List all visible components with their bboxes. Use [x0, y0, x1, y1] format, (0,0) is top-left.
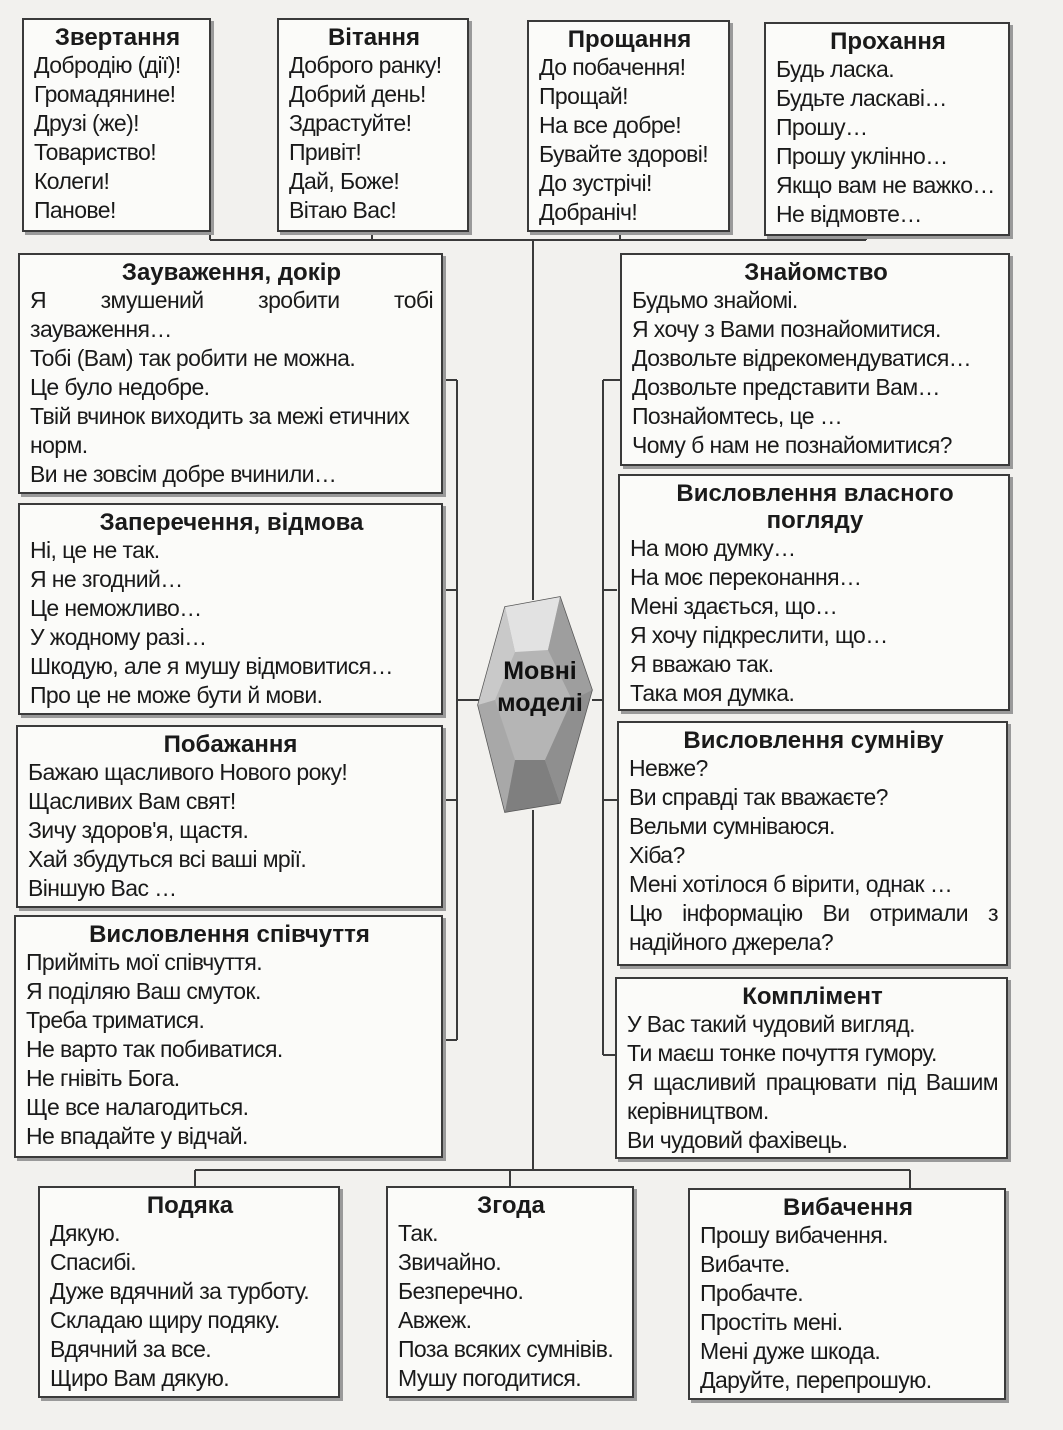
- list-item: Мені здається, що…: [630, 593, 838, 619]
- list-item: Дозвольте відрекомендуватися…: [632, 345, 972, 371]
- list-item: Ви не зовсім добре вчинили…: [30, 461, 337, 487]
- box-title: Прощання: [567, 26, 692, 53]
- list-item: Ви справді так вважаєте?: [629, 784, 888, 810]
- list-item: Не варто так побиватися.: [26, 1036, 283, 1062]
- box-znayomstvo: [620, 253, 1010, 466]
- list-item: Не впадайте у відчай.: [26, 1123, 248, 1149]
- list-item: Пробачте.: [700, 1280, 804, 1306]
- box-title: Звертання: [54, 24, 181, 51]
- box-title: Висловлення власного погляду: [676, 480, 954, 534]
- center-title-line-1: Мовні: [503, 657, 577, 685]
- box-title: Прохання: [830, 28, 946, 55]
- box-pobazhannya: [16, 725, 443, 908]
- list-item: Ти маєш тонке почуття гумору.: [627, 1040, 937, 1066]
- list-item: Невже?: [629, 755, 708, 781]
- list-item: Мені дуже шкода.: [700, 1338, 881, 1364]
- list-item: Щасливих Вам свят!: [28, 788, 236, 814]
- list-item: Віншую Вас …: [28, 875, 177, 901]
- list-item: До побачення!: [539, 54, 686, 80]
- list-item: Вдячний за все.: [50, 1336, 212, 1362]
- list-item: Я щасливий працювати під Вашим керівництвом.: [627, 1069, 998, 1124]
- list-item: Якщо вам не важко…: [776, 172, 995, 198]
- box-zaperechennya: [18, 503, 443, 715]
- list-item: Будьте ласкаві…: [776, 85, 947, 111]
- list-item: Шкодую, але я мушу відмовитися…: [30, 653, 393, 679]
- list-item: Познайомтесь, це …: [632, 403, 843, 429]
- list-item: Не відмовте…: [776, 201, 922, 227]
- list-item: Я змушений зробити тобі зауваження…: [30, 287, 433, 342]
- list-item: Прошу уклінно…: [776, 143, 948, 169]
- list-item: Цю інформацію Ви отримали з надійного джерела?: [629, 900, 998, 955]
- box-vitannya: [277, 18, 469, 232]
- list-item: Звичайно.: [398, 1249, 502, 1275]
- list-item: Зичу здоров'я, щастя.: [28, 817, 249, 843]
- list-item: Хіба?: [629, 842, 685, 868]
- list-item: Друзі (же)!: [34, 110, 139, 136]
- list-item: Мушу погодитися.: [398, 1365, 582, 1391]
- list-item: Я не згодний…: [30, 566, 183, 592]
- list-item: Не гнівіть Бога.: [26, 1065, 180, 1091]
- center-title: [485, 655, 595, 719]
- list-item: Прошу…: [776, 114, 868, 140]
- list-item: Тобі (Вам) так робити не можна.: [30, 345, 356, 371]
- list-item: Треба триматися.: [26, 1007, 205, 1033]
- list-item: Твій вчинок виходить за межі етичних норм.: [30, 403, 410, 458]
- list-item: Вельми сумніваюся.: [629, 813, 835, 839]
- list-item: До зустрічі!: [539, 170, 652, 196]
- list-item: Дуже вдячний за турботу.: [50, 1278, 310, 1304]
- list-item: Спасибі.: [50, 1249, 137, 1275]
- list-item: Про це не може бути й мови.: [30, 682, 323, 708]
- list-item: На все добре!: [539, 112, 681, 138]
- box-sumniv: [617, 721, 1008, 966]
- list-item: Привіт!: [289, 139, 362, 165]
- box-zauvazhennya: [18, 253, 443, 494]
- list-item: Вибачте.: [700, 1251, 790, 1277]
- list-item: Дай, Боже!: [289, 168, 400, 194]
- list-item: Добраніч!: [539, 199, 638, 225]
- list-item: Авжеж.: [398, 1307, 472, 1333]
- box-spivchuttya: [14, 915, 443, 1158]
- list-item: Щиро Вам дякую.: [50, 1365, 230, 1391]
- list-item: Добродію (дії)!: [34, 52, 181, 78]
- list-item: Прийміть мої співчуття.: [26, 949, 263, 975]
- list-item: Ще все налагодиться.: [26, 1094, 249, 1120]
- list-item: Я хочу підкреслити, що…: [630, 622, 888, 648]
- list-item: Панове!: [34, 197, 116, 223]
- box-proshchannya: [527, 20, 730, 232]
- list-item: Я поділяю Ваш смуток.: [26, 978, 261, 1004]
- list-item: Будьмо знайомі.: [632, 287, 798, 313]
- list-item: Бажаю щасливого Нового року!: [28, 759, 348, 785]
- box-vybachennya: [688, 1188, 1006, 1400]
- box-title: Зауваження, докір: [121, 259, 342, 286]
- list-item: Так.: [398, 1220, 438, 1246]
- list-item: Така моя думка.: [630, 680, 795, 706]
- list-item: Я хочу з Вами познайомитися.: [632, 316, 941, 342]
- box-title: Згода: [477, 1192, 545, 1219]
- box-pohlyad: [618, 474, 1010, 711]
- list-item: Я вважаю так.: [630, 651, 774, 677]
- list-item: Ні, це не так.: [30, 537, 160, 563]
- box-zghoda: [386, 1186, 634, 1398]
- box-title: Висловлення сумніву: [683, 727, 944, 754]
- list-item: На мою думку…: [630, 535, 796, 561]
- box-title: Комплімент: [742, 983, 883, 1010]
- box-zvertannya: [22, 18, 211, 232]
- list-item: Складаю щиру подяку.: [50, 1307, 280, 1333]
- list-item: Прошу вибачення.: [700, 1222, 888, 1248]
- list-item: Здрастуйте!: [289, 110, 412, 136]
- list-item: Будь ласка.: [776, 56, 894, 82]
- list-item: Добрий день!: [289, 81, 426, 107]
- list-item: Безперечно.: [398, 1278, 524, 1304]
- list-item: Поза всяких сумнівів.: [398, 1336, 614, 1362]
- box-title: Вітання: [327, 24, 421, 51]
- list-item: Чому б нам не познайомитися?: [632, 432, 952, 458]
- list-item: Прощай!: [539, 83, 628, 109]
- box-title: Заперечення, відмова: [99, 509, 364, 536]
- list-item: Товариство!: [34, 139, 157, 165]
- list-item: У жодному разі…: [30, 624, 207, 650]
- list-item: Це неможливо…: [30, 595, 202, 621]
- center-title-line-2: моделі: [497, 689, 583, 717]
- list-item: Хай збудуться всі ваші мрії.: [28, 846, 307, 872]
- box-title: Висловлення співчуття: [89, 921, 370, 948]
- box-prokhannya: [764, 22, 1010, 236]
- list-item: Дозвольте представити Вам…: [632, 374, 940, 400]
- list-item: Ви чудовий фахівець.: [627, 1127, 848, 1153]
- list-item: Мені хотілося б вірити, однак …: [629, 871, 953, 897]
- box-title: Вибачення: [783, 1194, 913, 1221]
- list-item: Дякую.: [50, 1220, 120, 1246]
- list-item: У Вас такий чудовий вигляд.: [627, 1011, 915, 1037]
- list-item: Громадянине!: [34, 81, 176, 107]
- list-item: Колеги!: [34, 168, 110, 194]
- box-title: Знайомство: [744, 259, 888, 286]
- list-item: Даруйте, перепрошую.: [700, 1367, 932, 1393]
- list-item: Це було недобре.: [30, 374, 210, 400]
- list-item: Простіть мені.: [700, 1309, 843, 1335]
- box-title: Подяка: [146, 1192, 234, 1219]
- list-item: Доброго ранку!: [289, 52, 442, 78]
- box-kompliment: [615, 977, 1008, 1159]
- list-item: Вітаю Вас!: [289, 197, 397, 223]
- list-item: На моє переконання…: [630, 564, 862, 590]
- box-title: Побажання: [163, 731, 298, 758]
- box-podyaka: [38, 1186, 340, 1398]
- list-item: Бувайте здорові!: [539, 141, 709, 167]
